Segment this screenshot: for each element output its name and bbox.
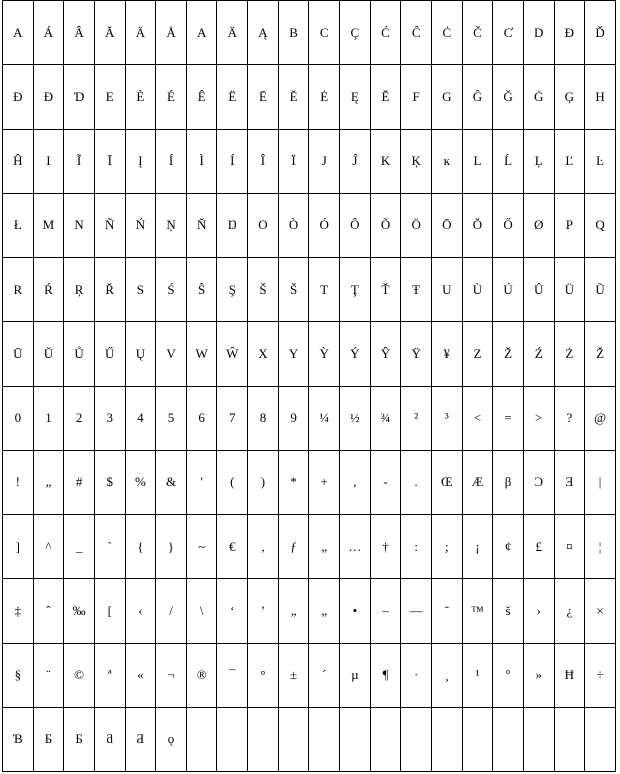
glyph-cell: Ĝ (462, 65, 493, 129)
glyph-cell: ' (186, 450, 217, 514)
glyph-cell: D (523, 1, 554, 65)
glyph-cell (370, 707, 401, 771)
glyph-cell: P (554, 193, 585, 257)
glyph-cell: Ţ (340, 258, 371, 322)
glyph-cell: Ż (554, 322, 585, 386)
glyph-cell (431, 707, 462, 771)
glyph-cell: 9 (278, 386, 309, 450)
glyph-cell: Ñ (94, 193, 125, 257)
glyph-cell: [ (94, 579, 125, 643)
glyph-cell: ª (94, 643, 125, 707)
glyph-cell: = (493, 386, 524, 450)
glyph-cell: Ű (94, 322, 125, 386)
glyph-cell: J (309, 129, 340, 193)
glyph-cell: 3 (94, 386, 125, 450)
glyph-cell: š (493, 579, 524, 643)
glyph-cell: X (248, 322, 279, 386)
glyph-cell: — (401, 579, 432, 643)
glyph-cell: Ź (523, 322, 554, 386)
glyph-cell: Ø (523, 193, 554, 257)
glyph-cell: > (523, 386, 554, 450)
glyph-cell: ¤ (554, 515, 585, 579)
glyph-cell: ¾ (370, 386, 401, 450)
glyph-cell: ® (186, 643, 217, 707)
glyph-cell: 5 (156, 386, 187, 450)
glyph-cell: Ɓ (3, 707, 34, 771)
glyph-cell: Ô (340, 193, 371, 257)
glyph-cell: ¿ (554, 579, 585, 643)
glyph-cell: { (125, 515, 156, 579)
glyph-cell: T (309, 258, 340, 322)
glyph-cell: Ä (217, 1, 248, 65)
glyph-cell: O (248, 193, 279, 257)
glyph-cell: | (585, 450, 616, 514)
glyph-cell: € (217, 515, 248, 579)
glyph-cell: : (401, 515, 432, 579)
glyph-cell: Ŷ (370, 322, 401, 386)
glyph-cell: ¡ (462, 515, 493, 579)
glyph-cell: Ù (462, 258, 493, 322)
glyph-cell: È (125, 65, 156, 129)
glyph-cell: β (493, 450, 524, 514)
glyph-cell: ° (248, 643, 279, 707)
glyph-cell: Ƃ (64, 707, 95, 771)
glyph-cell: , (248, 515, 279, 579)
glyph-cell: Đ (33, 65, 64, 129)
glyph-cell: R (3, 258, 34, 322)
glyph-cell (309, 707, 340, 771)
glyph-cell: ¯ (217, 643, 248, 707)
glyph-cell: S (125, 258, 156, 322)
glyph-cell: … (340, 515, 371, 579)
glyph-row (3, 1, 616, 65)
glyph-cell: C (309, 1, 340, 65)
glyph-cell: ¢ (493, 515, 524, 579)
glyph-cell: ! (3, 450, 34, 514)
glyph-cell: ’ (248, 579, 279, 643)
glyph-cell: £ (523, 515, 554, 579)
glyph-cell: É (156, 65, 187, 129)
glyph-cell: ¥ (431, 322, 462, 386)
glyph-cell: Č (462, 1, 493, 65)
glyph-cell: Ő (493, 193, 524, 257)
glyph-cell: Ò (278, 193, 309, 257)
glyph-cell: Ž (585, 322, 616, 386)
glyph-cell: Ň (186, 193, 217, 257)
glyph-cell: Į (125, 129, 156, 193)
glyph-cell: Y (278, 322, 309, 386)
glyph-cell: F (401, 65, 432, 129)
glyph-cell: Ř (94, 258, 125, 322)
glyph-cell: Ɔ (523, 450, 554, 514)
glyph-cell: % (125, 450, 156, 514)
glyph-cell: Ů (64, 322, 95, 386)
glyph-cell (493, 707, 524, 771)
glyph-cell: Ö (401, 193, 432, 257)
glyph-cell: Ō (431, 193, 462, 257)
glyph-cell: ½ (340, 386, 371, 450)
glyph-cell: Å (156, 1, 187, 65)
glyph-cell: Ð (3, 65, 34, 129)
glyph-cell: 7 (217, 386, 248, 450)
glyph-cell: „ (309, 579, 340, 643)
glyph-cell: · (401, 643, 432, 707)
glyph-cell: ( (217, 450, 248, 514)
glyph-cell: Ń (125, 193, 156, 257)
glyph-cell (585, 707, 616, 771)
glyph-cell: C̓ (493, 1, 524, 65)
glyph-cell: Ě (370, 65, 401, 129)
glyph-cell: ³ (431, 386, 462, 450)
glyph-cell: M (33, 193, 64, 257)
glyph-cell: Ť (370, 258, 401, 322)
glyph-cell: Ē (248, 65, 279, 129)
glyph-cell: × (585, 579, 616, 643)
glyph-cell (401, 707, 432, 771)
glyph-cell: Ĵ (340, 129, 371, 193)
glyph-cell: U (431, 258, 462, 322)
glyph-cell: „ (278, 579, 309, 643)
glyph-cell: ƌ (94, 707, 125, 771)
glyph-cell: Ľ (554, 129, 585, 193)
glyph-cell: Ī (94, 129, 125, 193)
glyph-cell: Ċ (431, 1, 462, 65)
glyph-cell: Ĥ (3, 129, 34, 193)
glyph-cell: < (462, 386, 493, 450)
glyph-cell: Â (64, 1, 95, 65)
glyph-cell: Ĉ (401, 1, 432, 65)
glyph-cell: Ļ (523, 129, 554, 193)
glyph-cell: Ŋ (217, 193, 248, 257)
glyph-cell: ˜ (431, 579, 462, 643)
glyph-cell: – (370, 579, 401, 643)
glyph-cell: Ķ (401, 129, 432, 193)
glyph-cell: Q (585, 193, 616, 257)
glyph-cell: Ɗ (64, 65, 95, 129)
glyph-cell: Ũ (585, 258, 616, 322)
glyph-cell (462, 707, 493, 771)
glyph-row (3, 258, 616, 322)
glyph-cell: ´ (309, 643, 340, 707)
glyph-cell: Ğ (493, 65, 524, 129)
glyph-cell: Æ (462, 450, 493, 514)
glyph-cell: Ó (309, 193, 340, 257)
glyph-cell: Õ (370, 193, 401, 257)
glyph-cell: . (401, 450, 432, 514)
glyph-cell: Ŕ (33, 258, 64, 322)
glyph-cell: & (156, 450, 187, 514)
glyph-cell: Ŏ (462, 193, 493, 257)
glyph-cell: 8 (248, 386, 279, 450)
glyph-cell (523, 707, 554, 771)
glyph-cell: _ (64, 515, 95, 579)
glyph-cell: K (370, 129, 401, 193)
glyph-cell: Ć (370, 1, 401, 65)
glyph-cell: Ş (217, 258, 248, 322)
glyph-cell: Z (462, 322, 493, 386)
glyph-cell: ‡ (3, 579, 34, 643)
glyph-cell: \ (186, 579, 217, 643)
glyph-row (3, 515, 616, 579)
glyph-cell: ` (94, 515, 125, 579)
glyph-row (3, 386, 616, 450)
glyph-cell: / (156, 579, 187, 643)
glyph-cell: • (340, 579, 371, 643)
glyph-cell: N (64, 193, 95, 257)
glyph-row (3, 579, 616, 643)
glyph-cell: Ï (278, 129, 309, 193)
glyph-cell: V (156, 322, 187, 386)
glyph-cell (248, 707, 279, 771)
glyph-cell: A (3, 1, 34, 65)
glyph-cell: » (523, 643, 554, 707)
glyph-cell: Ģ (554, 65, 585, 129)
glyph-cell: Ì (186, 129, 217, 193)
glyph-cell: ; (431, 515, 462, 579)
glyph-cell: I (33, 129, 64, 193)
glyph-cell: } (156, 515, 187, 579)
glyph-cell: ± (278, 643, 309, 707)
glyph-cell: ¸ (431, 643, 462, 707)
glyph-row (3, 707, 616, 771)
glyph-row (3, 193, 616, 257)
glyph-cell: ¨ (33, 643, 64, 707)
glyph-cell: - (370, 450, 401, 514)
glyph-cell: ‹ (125, 579, 156, 643)
glyph-cell: 4 (125, 386, 156, 450)
glyph-cell: ¶ (370, 643, 401, 707)
glyph-cell: ] (3, 515, 34, 579)
glyph-cell: ˆ (33, 579, 64, 643)
glyph-cell: Ç (340, 1, 371, 65)
glyph-cell: , (340, 450, 371, 514)
glyph-cell: Ë (217, 65, 248, 129)
glyph-cell: L (462, 129, 493, 193)
glyph-cell: Ú (493, 258, 524, 322)
glyph-cell: Ū (3, 322, 34, 386)
glyph-cell: „ (309, 515, 340, 579)
glyph-cell: ĸ (431, 129, 462, 193)
glyph-cell: Û (523, 258, 554, 322)
glyph-cell: ^ (33, 515, 64, 579)
glyph-cell: E (94, 65, 125, 129)
glyph-cell: # (64, 450, 95, 514)
glyph-cell: ² (401, 386, 432, 450)
glyph-cell: § (3, 643, 34, 707)
glyph-cell: Œ (431, 450, 462, 514)
glyph-cell: Ă (94, 1, 125, 65)
glyph-cell: ǫ (156, 707, 187, 771)
glyph-cell: µ (340, 643, 371, 707)
glyph-row (3, 450, 616, 514)
glyph-cell (554, 707, 585, 771)
glyph-cell (186, 707, 217, 771)
glyph-cell: 2 (64, 386, 95, 450)
glyph-cell: Ŧ (401, 258, 432, 322)
glyph-cell: © (64, 643, 95, 707)
glyph-cell: › (523, 579, 554, 643)
glyph-cell: W (186, 322, 217, 386)
glyph-cell (340, 707, 371, 771)
glyph-cell: Ý (340, 322, 371, 386)
glyph-cell: ƒ (278, 515, 309, 579)
glyph-cell: Í (217, 129, 248, 193)
glyph-cell: Ą (248, 1, 279, 65)
glyph-cell: Ś (156, 258, 187, 322)
glyph-cell: Ǝ (554, 450, 585, 514)
glyph-cell: 1 (33, 386, 64, 450)
glyph-cell: Ä (125, 1, 156, 65)
glyph-cell: ‰ (64, 579, 95, 643)
glyph-cell: Ų (125, 322, 156, 386)
glyph-row (3, 129, 616, 193)
glyph-row (3, 643, 616, 707)
glyph-cell: º (493, 643, 524, 707)
glyph-cell: Ƌ (125, 707, 156, 771)
glyph-cell: 0 (3, 386, 34, 450)
glyph-cell: Î (248, 129, 279, 193)
glyph-cell: Ď (585, 1, 616, 65)
glyph-cell: Ę (340, 65, 371, 129)
glyph-cell: Ÿ (401, 322, 432, 386)
glyph-table-body (3, 1, 616, 772)
glyph-cell: 6 (186, 386, 217, 450)
glyph-cell: † (370, 515, 401, 579)
glyph-cell: Ņ (156, 193, 187, 257)
glyph-cell: B (278, 1, 309, 65)
glyph-cell (217, 707, 248, 771)
glyph-cell: Š (248, 258, 279, 322)
glyph-cell: * (278, 450, 309, 514)
glyph-cell: Ŀ (585, 129, 616, 193)
glyph-cell: H (585, 65, 616, 129)
glyph-cell: ™ (462, 579, 493, 643)
glyph-cell: ¼ (309, 386, 340, 450)
glyph-cell: Ė (309, 65, 340, 129)
glyph-cell: Ħ (554, 643, 585, 707)
glyph-cell: ¦ (585, 515, 616, 579)
glyph-cell: G (431, 65, 462, 129)
glyph-cell (278, 707, 309, 771)
glyph-cell: Á (33, 1, 64, 65)
glyph-cell: Ỳ (309, 322, 340, 386)
glyph-cell: ? (554, 386, 585, 450)
glyph-cell: Ł (3, 193, 34, 257)
glyph-cell: ¹ (462, 643, 493, 707)
glyph-cell: Ŝ (186, 258, 217, 322)
glyph-row (3, 65, 616, 129)
glyph-cell: + (309, 450, 340, 514)
glyph-cell: Ŵ (217, 322, 248, 386)
glyph-cell: Ü (554, 258, 585, 322)
glyph-cell: @ (585, 386, 616, 450)
glyph-cell: Ĺ (493, 129, 524, 193)
glyph-cell: Đ (554, 1, 585, 65)
glyph-cell: Ġ (523, 65, 554, 129)
glyph-cell: « (125, 643, 156, 707)
glyph-cell: Ž (493, 322, 524, 386)
glyph-table (2, 0, 616, 772)
glyph-cell: ) (248, 450, 279, 514)
glyph-cell: ‘ (217, 579, 248, 643)
glyph-cell: ¬ (156, 643, 187, 707)
glyph-cell: A (186, 1, 217, 65)
glyph-cell: Б (33, 707, 64, 771)
glyph-cell: Ê (186, 65, 217, 129)
glyph-cell: ÷ (585, 643, 616, 707)
glyph-cell: Š (278, 258, 309, 322)
glyph-cell: „ (33, 450, 64, 514)
glyph-cell: $ (94, 450, 125, 514)
glyph-cell: Ŗ (64, 258, 95, 322)
glyph-cell: Ĕ (278, 65, 309, 129)
glyph-cell: ~ (186, 515, 217, 579)
glyph-row (3, 322, 616, 386)
glyph-cell: Í (156, 129, 187, 193)
glyph-cell: Ĩ (64, 129, 95, 193)
glyph-cell: Ŭ (33, 322, 64, 386)
